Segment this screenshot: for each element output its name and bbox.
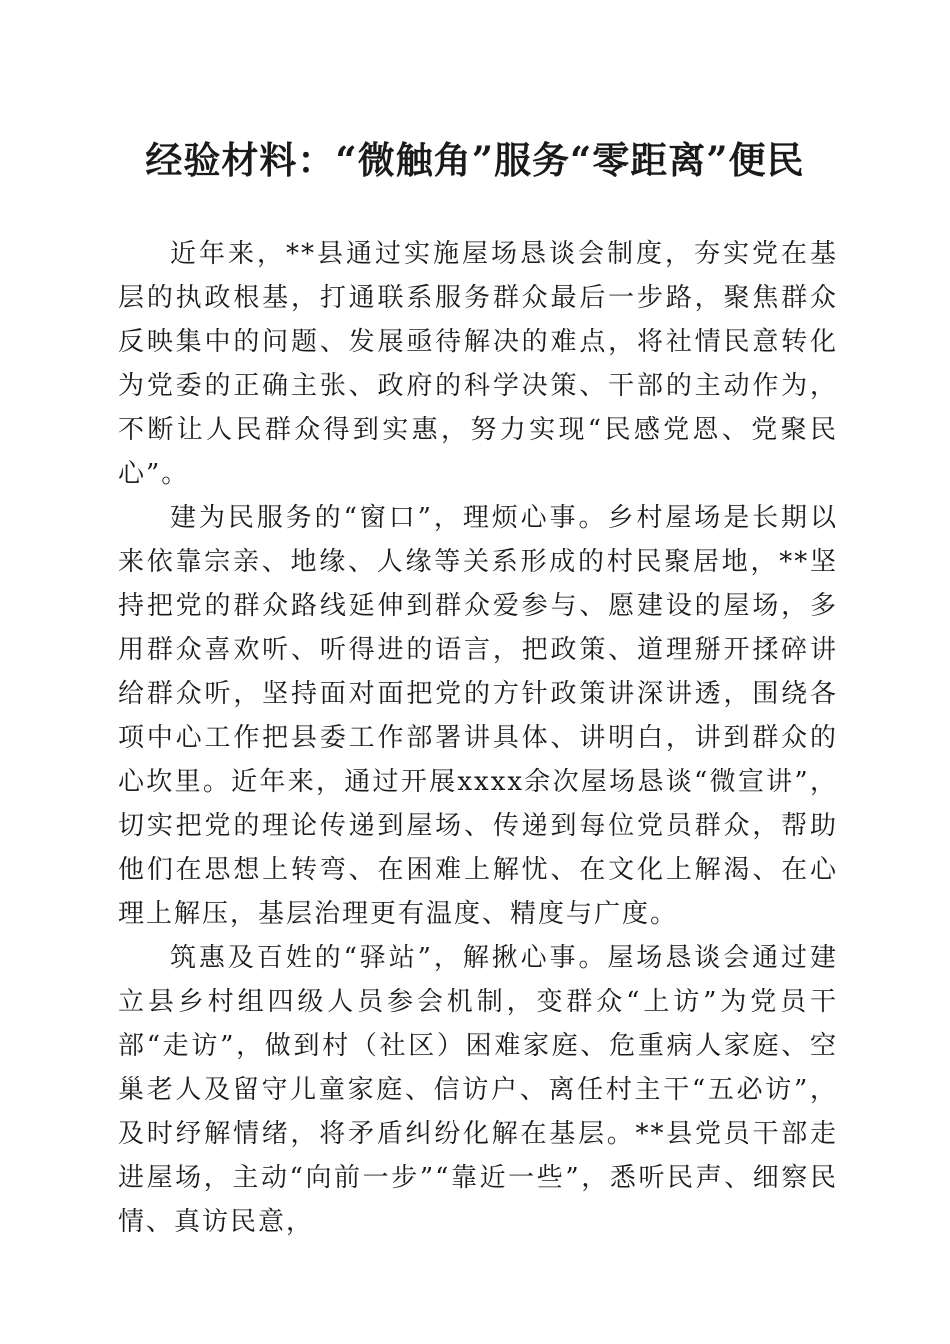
paragraph-intro: 近年来，**县通过实施屋场恳谈会制度，夯实党在基层的执政根基，打通联系服务群众最后一步路，聚焦群众反映集中的问题、发展亟待解决的难点，将社情民意转化为党委的正确主张、政府的科学决策、干部的主动作为，不断让人民群众得到实惠，努力实现“民感党恩、党聚民心”。: [118, 239, 838, 489]
paragraph-station: 筑惠及百姓的“驿站”，解揪心事。屋场恳谈会通过建立县乡村组四级人员参会机制，变群众“上访”为党员干部“走访”，做到村（社区）困难家庭、危重病人家庭、空巢老人及留守儿童家庭、信访户、离任村主干“五必访”，及时纾解情绪，将矛盾纠纷化解在基层。**县党员干部走进屋场，主动“向前一步”“靠近一些”，悉听民声、细察民情、真访民意，: [118, 943, 838, 1237]
document-title: 经验材料：“微触角”服务“零距离”便民: [145, 138, 805, 182]
document-body: [118, 232, 838, 1244]
paragraph-window: 建为民服务的“窗口”，理烦心事。乡村屋场是长期以来依靠宗亲、地缘、人缘等关系形成的村民聚居地，**坚持把党的群众路线延伸到群众爱参与、愿建设的屋场，多用群众喜欢听、听得进的语言，把政策、道理掰开揉碎讲给群众听，坚持面对面把党的方针政策讲深讲透，围绕各项中心工作把县委工作部署讲具体、讲明白，讲到群众的心坎里。近年来，通过开展xxxx余次屋场恳谈“微宣讲”，切实把党的理论传递到屋场、传递到每位党员群众，帮助他们在思想上转弯、在困难上解忧、在文化上解渴、在心理上解压，基层治理更有温度、精度与广度。: [118, 503, 838, 929]
